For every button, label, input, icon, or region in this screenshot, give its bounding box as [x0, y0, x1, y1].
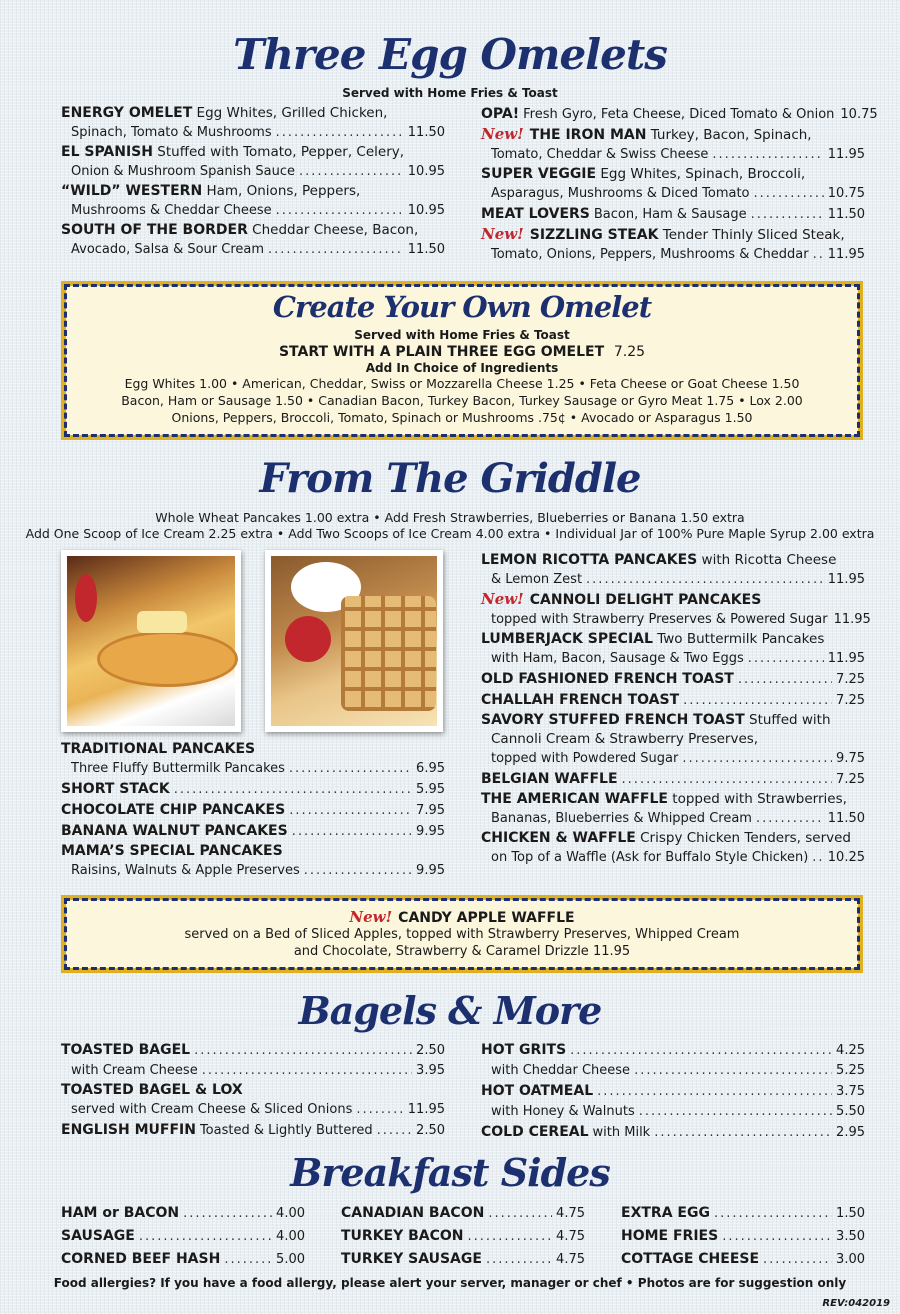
menu-item: [61, 1040, 445, 1061]
item-name: MEAT LOVERS: [481, 206, 590, 222]
item-desc: Cannoli Cream & Strawberry Preserves,: [491, 731, 759, 747]
item-desc: with Milk: [592, 1125, 651, 1140]
item-price: 6.95: [416, 761, 445, 776]
item-desc: Avocado, Salsa & Sour Cream: [71, 242, 265, 257]
item-price: 10.75: [827, 186, 865, 201]
item-desc: on Top of a Waffle (Ask for Buffalo Style Chicken): [491, 850, 809, 865]
item-desc: Stuffed with: [749, 712, 831, 728]
item-name: COLD CEREAL: [481, 1124, 589, 1140]
griddle-extras: Add One Scoop of Ice Cream 2.25 extra • Add Two Scoops of Ice Cream 4.00 extra • Individual Jar of 100% Pure Maple Syrup 2.00 extra: [25, 526, 875, 541]
start-price: 7.25: [613, 344, 646, 360]
item-price: 10.95: [407, 203, 445, 218]
menu-item: [61, 842, 445, 881]
menu-item: [481, 590, 871, 630]
item-name: SHORT STACK: [61, 781, 170, 797]
item-name: BELGIAN WAFFLE: [481, 771, 618, 787]
item-name: TURKEY SAUSAGE: [341, 1251, 482, 1267]
item-desc: topped with Powdered Sugar: [491, 751, 679, 766]
item-name: THE AMERICAN WAFFLE: [481, 791, 668, 807]
menu-item: [61, 221, 445, 260]
item-price: 3.00: [836, 1252, 865, 1267]
menu-item-variant: [481, 1102, 865, 1122]
side-item: [621, 1226, 865, 1247]
menu-item: [61, 1120, 445, 1141]
new-badge: New!: [481, 225, 524, 243]
pancake-stack-shape: [97, 631, 238, 687]
item-name: THE IRON MAN: [529, 127, 647, 143]
item-name: SIZZLING STEAK: [529, 227, 659, 243]
item-price: 4.00: [276, 1229, 305, 1244]
item-desc: Toasted & Lightly Buttered: [199, 1123, 373, 1138]
omelets-subtitle: Served with Home Fries & Toast: [342, 86, 558, 100]
menu-item: [481, 125, 865, 165]
griddle-extras: Whole Wheat Pancakes 1.00 extra • Add Fresh Strawberries, Blueberries or Banana 1.50 extra: [155, 510, 745, 525]
item-desc: topped with Strawberries,: [672, 791, 847, 807]
strawberry-shape: [285, 616, 331, 662]
side-item: [61, 1226, 305, 1247]
item-name: SAVORY STUFFED FRENCH TOAST: [481, 712, 745, 728]
item-price: 2.50: [416, 1123, 445, 1138]
item-price: 10.25: [827, 850, 865, 865]
item-price: 9.95: [416, 863, 445, 878]
griddle-left-column: [61, 740, 445, 881]
item-price: 10.75: [840, 107, 878, 122]
menu-item: [481, 225, 865, 265]
item-price: 4.75: [556, 1229, 585, 1244]
new-badge: New!: [349, 908, 393, 926]
side-item: [341, 1203, 585, 1224]
item-desc: Bananas, Blueberries & Whipped Cream: [491, 811, 752, 826]
item-price: 11.50: [407, 242, 445, 257]
item-desc: Raisins, Walnuts & Apple Preserves: [71, 863, 300, 878]
item-name: CHALLAH FRENCH TOAST: [481, 692, 680, 708]
item-name: LEMON RICOTTA PANCAKES: [481, 552, 698, 568]
item-price: 9.75: [836, 751, 865, 766]
item-desc: Tomato, Cheddar & Swiss Cheese: [491, 147, 709, 162]
item-name: TOASTED BAGEL: [61, 1042, 191, 1058]
griddle-title: From The Griddle: [259, 455, 641, 502]
item-desc: with Ham, Bacon, Sausage & Two Eggs: [491, 651, 744, 666]
item-desc: Onion & Mushroom Spanish Sauce: [71, 164, 295, 179]
item-price: 11.95: [827, 651, 865, 666]
item-price: 7.95: [416, 803, 445, 818]
item-name: “WILD” WESTERN: [61, 183, 203, 199]
create-served: Served with Home Fries & Toast: [354, 328, 570, 342]
item-name: HOT GRITS: [481, 1042, 567, 1058]
menu-item: [61, 1081, 445, 1120]
item-desc: Two Buttermilk Pancakes: [657, 631, 825, 647]
item-price: 2.95: [836, 1125, 865, 1140]
side-item: [341, 1249, 585, 1270]
item-name: TOASTED BAGEL & LOX: [61, 1082, 243, 1098]
strawberry-shape: [75, 574, 97, 622]
omelets-title: Three Egg Omelets: [233, 30, 667, 79]
item-name: COTTAGE CHEESE: [621, 1251, 760, 1267]
item-name: TRADITIONAL PANCAKES: [61, 741, 256, 757]
item-desc: with Honey & Walnuts: [491, 1104, 635, 1119]
item-desc: Ham, Onions, Peppers,: [206, 183, 361, 199]
item-price: 11.50: [827, 207, 865, 222]
pancakes-photo: [61, 550, 241, 732]
item-name: ENGLISH MUFFIN: [61, 1122, 196, 1138]
item-desc: Fresh Gyro, Feta Cheese, Diced Tomato & Onion: [523, 107, 835, 122]
item-name: MAMA’S SPECIAL PANCAKES: [61, 843, 283, 859]
item-price: 7.25: [836, 672, 865, 687]
menu-item: [481, 790, 865, 829]
menu-item: [61, 740, 445, 779]
item-desc: Tender Thinly Sliced Steak,: [662, 227, 845, 243]
butter-shape: [137, 611, 187, 633]
menu-item: [61, 821, 445, 842]
bagels-title: Bagels & More: [298, 988, 602, 1033]
ingredients-line: Egg Whites 1.00 • American, Cheddar, Swiss or Mozzarella Cheese 1.25 • Feta Cheese or Goat Cheese 1.50: [124, 376, 800, 391]
create-omelet-box: [61, 281, 863, 440]
waffle-grid-shape: [341, 596, 436, 711]
item-desc: served on a Bed of Sliced Apples, topped with Strawberry Preserves, Whipped Cream: [184, 927, 740, 942]
item-name: CHICKEN & WAFFLE: [481, 830, 636, 846]
item-price: 3.50: [836, 1229, 865, 1244]
create-title: Create Your Own Omelet: [272, 290, 652, 324]
create-start: [66, 344, 858, 360]
item-desc: served with Cream Cheese & Sliced Onions: [71, 1102, 353, 1117]
ingredients-line: Bacon, Ham or Sausage 1.50 • Canadian Bacon, Turkey Bacon, Turkey Sausage or Gyro Meat 1.75 • Lox 2.00: [121, 393, 803, 408]
start-label: START WITH A PLAIN THREE EGG OMELET: [278, 344, 605, 360]
item-price: 4.75: [556, 1252, 585, 1267]
omelets-right-column: [481, 104, 878, 265]
item-desc: Crispy Chicken Tenders, served: [640, 830, 851, 846]
menu-item-variant: [481, 1061, 865, 1081]
item-price: 7.25: [836, 693, 865, 708]
item-price: 11.95: [827, 147, 865, 162]
item-desc: Bacon, Ham & Sausage: [593, 207, 747, 222]
item-price: 11.95: [833, 612, 871, 627]
item-price: 7.25: [836, 772, 865, 787]
sides-column-1: [61, 1203, 305, 1270]
item-name: HAM or BACON: [61, 1205, 180, 1221]
item-name: CHOCOLATE CHIP PANCAKES: [61, 802, 286, 818]
item-price: 11.95: [827, 247, 865, 262]
item-desc: & Lemon Zest: [491, 572, 583, 587]
item-desc: Spinach, Tomato & Mushrooms: [71, 125, 272, 140]
sides-title: Breakfast Sides: [290, 1150, 610, 1195]
item-price: 9.95: [416, 824, 445, 839]
item-name: CANADIAN BACON: [341, 1205, 485, 1221]
menu-item: [481, 630, 865, 669]
item-desc: Tomato, Onions, Peppers, Mushrooms & Cheddar: [491, 247, 809, 262]
item-price: 11.95: [407, 1102, 445, 1117]
side-item: [621, 1203, 865, 1224]
item-price: 11.50: [827, 811, 865, 826]
sides-column-2: [341, 1203, 585, 1270]
side-item: [341, 1226, 585, 1247]
item-name: BANANA WALNUT PANCAKES: [61, 823, 288, 839]
item-name: SUPER VEGGIE: [481, 166, 597, 182]
menu-item-variant: [61, 1061, 445, 1081]
menu-item: [481, 1040, 865, 1061]
item-name: SAUSAGE: [61, 1228, 135, 1244]
item-desc: Egg Whites, Spinach, Broccoli,: [600, 166, 806, 182]
item-name: CANNOLI DELIGHT PANCAKES: [529, 592, 762, 608]
item-desc: Stuffed with Tomato, Pepper, Celery,: [157, 144, 405, 160]
item-desc: Asparagus, Mushrooms & Diced Tomato: [491, 186, 750, 201]
item-name: HOME FRIES: [621, 1228, 719, 1244]
menu-item: [61, 182, 445, 221]
revision-code: REV:042019: [822, 1298, 890, 1309]
side-item: [61, 1249, 305, 1270]
item-desc: Cheddar Cheese, Bacon,: [252, 222, 419, 238]
item-price: 5.95: [416, 782, 445, 797]
omelets-left-column: [61, 104, 445, 260]
menu-item: [61, 800, 445, 821]
bagels-right-column: [481, 1040, 865, 1143]
item-name: LUMBERJACK SPECIAL: [481, 631, 653, 647]
item-price: 4.00: [276, 1206, 305, 1221]
menu-item: [61, 143, 445, 182]
griddle-right-column: [481, 551, 871, 868]
item-desc: with Ricotta Cheese: [701, 552, 837, 568]
item-desc: and Chocolate, Strawberry & Caramel Drizzle 11.95: [293, 944, 631, 959]
item-price: 2.50: [416, 1043, 445, 1058]
menu-item: [61, 779, 445, 800]
menu-item: [481, 669, 865, 690]
item-desc: Egg Whites, Grilled Chicken,: [196, 105, 388, 121]
new-badge: New!: [481, 590, 524, 608]
menu-item: [481, 1122, 865, 1143]
waffle-photo: [265, 550, 443, 732]
item-price: 5.25: [836, 1063, 865, 1078]
item-price: 10.95: [407, 164, 445, 179]
allergy-note: Food allergies? If you have a food allergy, please alert your server, manager or chef • Photos are for suggestion only: [53, 1276, 847, 1290]
side-item: [61, 1203, 305, 1224]
item-name: CORNED BEEF HASH: [61, 1251, 221, 1267]
item-name: OPA!: [481, 106, 520, 122]
sides-column-3: [621, 1203, 865, 1270]
item-price: 11.50: [407, 125, 445, 140]
item-desc: Turkey, Bacon, Spinach,: [650, 127, 812, 143]
bagels-left-column: [61, 1040, 445, 1141]
menu-item: [61, 104, 445, 143]
menu-item: [481, 829, 865, 868]
item-name: EXTRA EGG: [621, 1205, 710, 1221]
ingredients-line: Onions, Peppers, Broccoli, Tomato, Spinach or Mushrooms .75¢ • Avocado or Asparagus 1.50: [171, 410, 753, 425]
item-desc: with Cream Cheese: [71, 1063, 198, 1078]
item-price: 1.50: [836, 1206, 865, 1221]
menu-item: [481, 104, 878, 125]
menu-item: [481, 551, 865, 590]
menu-item: [481, 1081, 865, 1102]
item-name: ENERGY OMELET: [61, 105, 193, 121]
menu-item: [481, 711, 865, 769]
item-desc: topped with Strawberry Preserves & Powered Sugar: [491, 612, 828, 627]
create-add: Add In Choice of Ingredients: [365, 361, 559, 375]
item-price: 3.75: [836, 1084, 865, 1099]
item-name: OLD FASHIONED FRENCH TOAST: [481, 671, 734, 687]
item-desc: Three Fluffy Buttermilk Pancakes: [71, 761, 285, 776]
candy-heading: [66, 908, 858, 926]
item-name: TURKEY BACON: [341, 1228, 464, 1244]
menu-item: [481, 165, 865, 204]
item-price: 5.50: [836, 1104, 865, 1119]
side-item: [621, 1249, 865, 1270]
item-name: EL SPANISH: [61, 144, 153, 160]
item-name: CANDY APPLE WAFFLE: [398, 910, 575, 926]
item-price: 4.75: [556, 1206, 585, 1221]
item-desc: with Cheddar Cheese: [491, 1063, 631, 1078]
item-price: 11.95: [827, 572, 865, 587]
item-desc: Mushrooms & Cheddar Cheese: [71, 203, 272, 218]
candy-apple-box: [61, 895, 863, 973]
item-price: 3.95: [416, 1063, 445, 1078]
item-price: 4.25: [836, 1043, 865, 1058]
menu-item: [481, 690, 865, 711]
menu-item: [481, 769, 865, 790]
item-name: SOUTH OF THE BORDER: [61, 222, 248, 238]
menu-item: [481, 204, 865, 225]
new-badge: New!: [481, 125, 524, 143]
item-name: HOT OATMEAL: [481, 1083, 594, 1099]
item-price: 5.00: [276, 1252, 305, 1267]
